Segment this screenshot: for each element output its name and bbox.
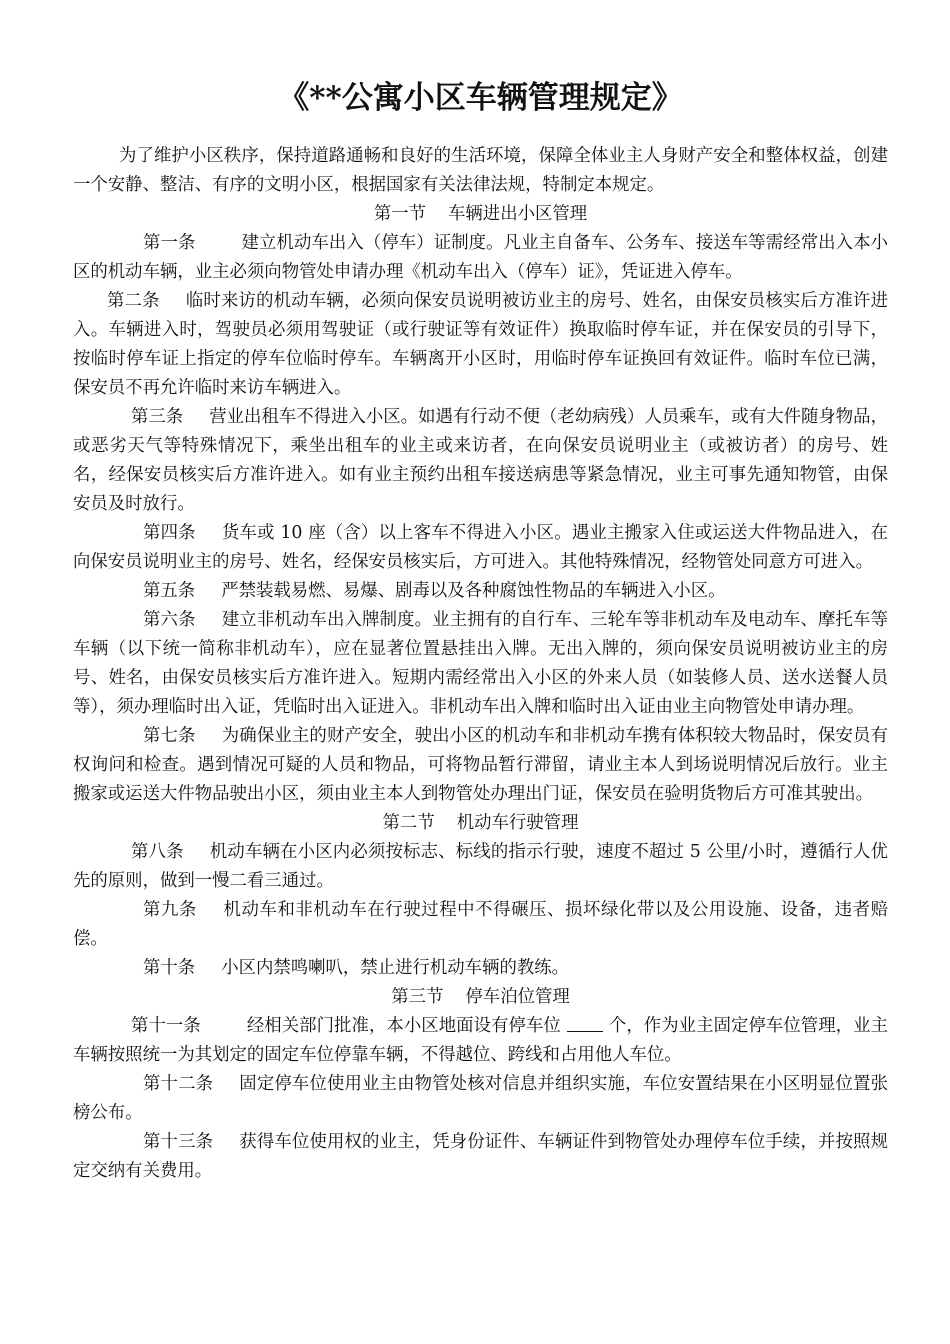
section-number: 第三节 — [391, 987, 444, 1007]
article-number: 第五条 — [143, 581, 196, 601]
article-9 — [73, 896, 888, 954]
article-12 — [73, 1070, 888, 1128]
article-text: 严禁装载易燃、易爆、剧毒以及各种腐蚀性物品的车辆进入小区。 — [221, 581, 726, 601]
article-7 — [73, 722, 888, 809]
article-text: 固定停车位使用业主由物管处核对信息并组织实施，车位安置结果在小区明显位置张榜公布。 — [73, 1074, 888, 1123]
article-number: 第十二条 — [143, 1074, 214, 1094]
article-3 — [73, 403, 888, 519]
article-number: 第十一条 — [131, 1016, 201, 1036]
article-6 — [73, 606, 888, 722]
article-text: 货车或 10 座（含）以上客车不得进入小区。遇业主搬家入住或运送大件物品进入，在向保安员说明业主的房号、姓名，经保安员核实后，方可进入。其他特殊情况，经物管处同意方可进入。 — [73, 523, 888, 572]
section-number: 第二节 — [382, 813, 435, 833]
section-heading-2 — [73, 809, 888, 838]
article-4 — [73, 519, 888, 577]
section-title: 停车泊位管理 — [465, 987, 570, 1007]
parking-count-blank — [567, 1015, 603, 1032]
article-number: 第十条 — [143, 958, 196, 978]
section-heading-1 — [73, 200, 888, 229]
article-13 — [73, 1128, 888, 1186]
article-number: 第七条 — [143, 726, 196, 746]
section-title: 机动车行驶管理 — [456, 813, 579, 833]
article-number: 第九条 — [143, 900, 197, 920]
article-text: 获得车位使用权的业主，凭身份证件、车辆证件到物管处办理停车位手续，并按照规定交纳有关费用。 — [73, 1132, 888, 1181]
article-text: 建立机动车出入（停车）证制度。凡业主自备车、公务车、接送车等需经常出入本小区的机动车辆，业主必须向物管处申请办理《机动车出入（停车）证》，凭证进入停车。 — [73, 233, 888, 282]
article-10 — [73, 954, 888, 983]
section-title: 车辆进出小区管理 — [448, 204, 588, 224]
section-number: 第一节 — [373, 204, 427, 224]
article-number: 第四条 — [143, 523, 196, 543]
article-number: 第二条 — [107, 291, 160, 311]
article-text: 为确保业主的财产安全，驶出小区的机动车和非机动车携有体积较大物品时，保安员有权询问和检查。遇到情况可疑的人员和物品，可将物品暂行滞留，请业主本人到场说明情况后放行。业主搬家或运送大件物品驶出小区，须由业主本人到物管处办理出门证，保安员在验明货物后方可准其驶出。 — [73, 726, 888, 804]
article-5 — [73, 577, 888, 606]
document-title: 《**公寓小区车辆管理规定》 — [278, 80, 683, 116]
article-text: 临时来访的机动车辆，必须向保安员说明被访业主的房号、姓名，由保安员核实后方准许进入。车辆进入时，驾驶员必须用驾驶证（或行驶证等有效证件）换取临时停车证，并在保安员的引导下，按临时停车证上指定的停车位临时停车。车辆离开小区时，用临时停车证换回有效证件。临时车位已满，保安员不再允许临时来访车辆进入。 — [73, 291, 888, 398]
article-2 — [73, 287, 888, 403]
document-page — [73, 78, 888, 1186]
intro-paragraph: 为了维护小区秩序，保持道路通畅和良好的生活环境，保障全体业主人身财产安全和整体权益，创建一个安静、整洁、有序的文明小区，根据国家有关法律法规，特制定本规定。 — [73, 146, 888, 195]
article-1 — [73, 229, 888, 287]
article-text: 营业出租车不得进入小区。如遇有行动不便（老幼病残）人员乘车，或有大件随身物品，或恶劣天气等特殊情况下，乘坐出租车的业主或来访者，在向保安员说明业主（或被访者）的房号、姓名，经保安员核实后方准许进入。如有业主预约出租车接送病患等紧急情况，业主可事先通知物管，由保安员及时放行。 — [73, 407, 888, 514]
section-heading-3 — [73, 983, 888, 1012]
article-8 — [73, 838, 888, 896]
article-number: 第三条 — [131, 407, 184, 427]
article-number: 第六条 — [143, 610, 196, 630]
article-text-part-a: 经相关部门批准，本小区地面设有停车位 — [246, 1016, 561, 1036]
article-number: 第一条 — [143, 233, 196, 253]
article-number: 第八条 — [131, 842, 184, 862]
article-number: 第十三条 — [143, 1132, 214, 1152]
article-text: 小区内禁鸣喇叭，禁止进行机动车辆的教练。 — [221, 958, 570, 978]
article-text-part-b: 个，作为业主固定停车位管理，业主车辆按照统一为其划定的固定车位停靠车辆，不得越位、跨线和占用他人车位。 — [73, 1016, 888, 1065]
article-11 — [73, 1012, 888, 1070]
article-text: 机动车和非机动车在行驶过程中不得碾压、损坏绿化带以及公用设施、设备，违者赔偿。 — [73, 900, 888, 949]
article-text: 建立非机动车出入牌制度。业主拥有的自行车、三轮车等非机动车及电动车、摩托车等车辆（以下统一简称非机动车），应在显著位置悬挂出入牌。无出入牌的，须向保安员说明被访业主的房号、姓名，由保安员核实后方准许进入。短期内需经常出入小区的外来人员（如装修人员、送水送餐人员等），须办理临时出入证，凭临时出入证进入。非机动车出入牌和临时出入证由业主向物管处申请办理。 — [73, 610, 888, 717]
article-text: 机动车辆在小区内必须按标志、标线的指示行驶，速度不超过 5 公里/小时，遵循行人优先的原则，做到一慢二看三通过。 — [73, 842, 888, 891]
